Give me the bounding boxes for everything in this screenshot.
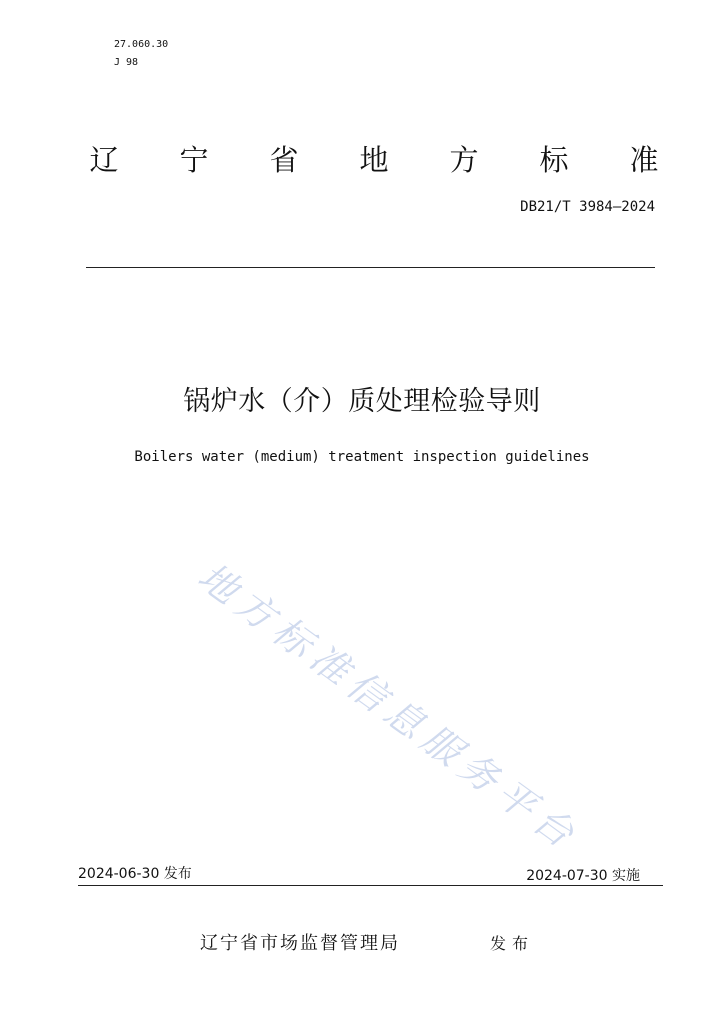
ccs-code: J 98 (114, 57, 139, 68)
top-divider (86, 267, 655, 268)
standard-number: DB21/T 3984—2024 (520, 199, 655, 215)
standard-title-char: 准 (629, 143, 659, 177)
publisher-name: 辽宁省市场监督管理局 (200, 933, 400, 954)
watermark: 地方标准信息服务平台 (189, 554, 588, 861)
standard-title-char: 地 (359, 143, 389, 177)
document-title-cn: 锅炉水（介）质处理检验导则 (183, 386, 541, 417)
ics-code: 27.060.30 (114, 39, 169, 50)
issue-date: 2024-06-30 发布 (78, 866, 192, 882)
standard-title-char: 方 (449, 143, 479, 177)
standard-title-char: 辽 (89, 143, 119, 177)
bottom-divider (78, 885, 663, 886)
standard-title-char: 宁 (179, 143, 209, 177)
implementation-date: 2024-07-30 实施 (526, 868, 640, 884)
standard-title-char: 标 (539, 143, 569, 177)
standard-title-char: 省 (269, 143, 299, 177)
standard-title (88, 140, 660, 180)
document-title-en: Boilers water (medium) treatment inspection guidelines (134, 449, 590, 465)
publish-label: 发布 (490, 934, 535, 953)
